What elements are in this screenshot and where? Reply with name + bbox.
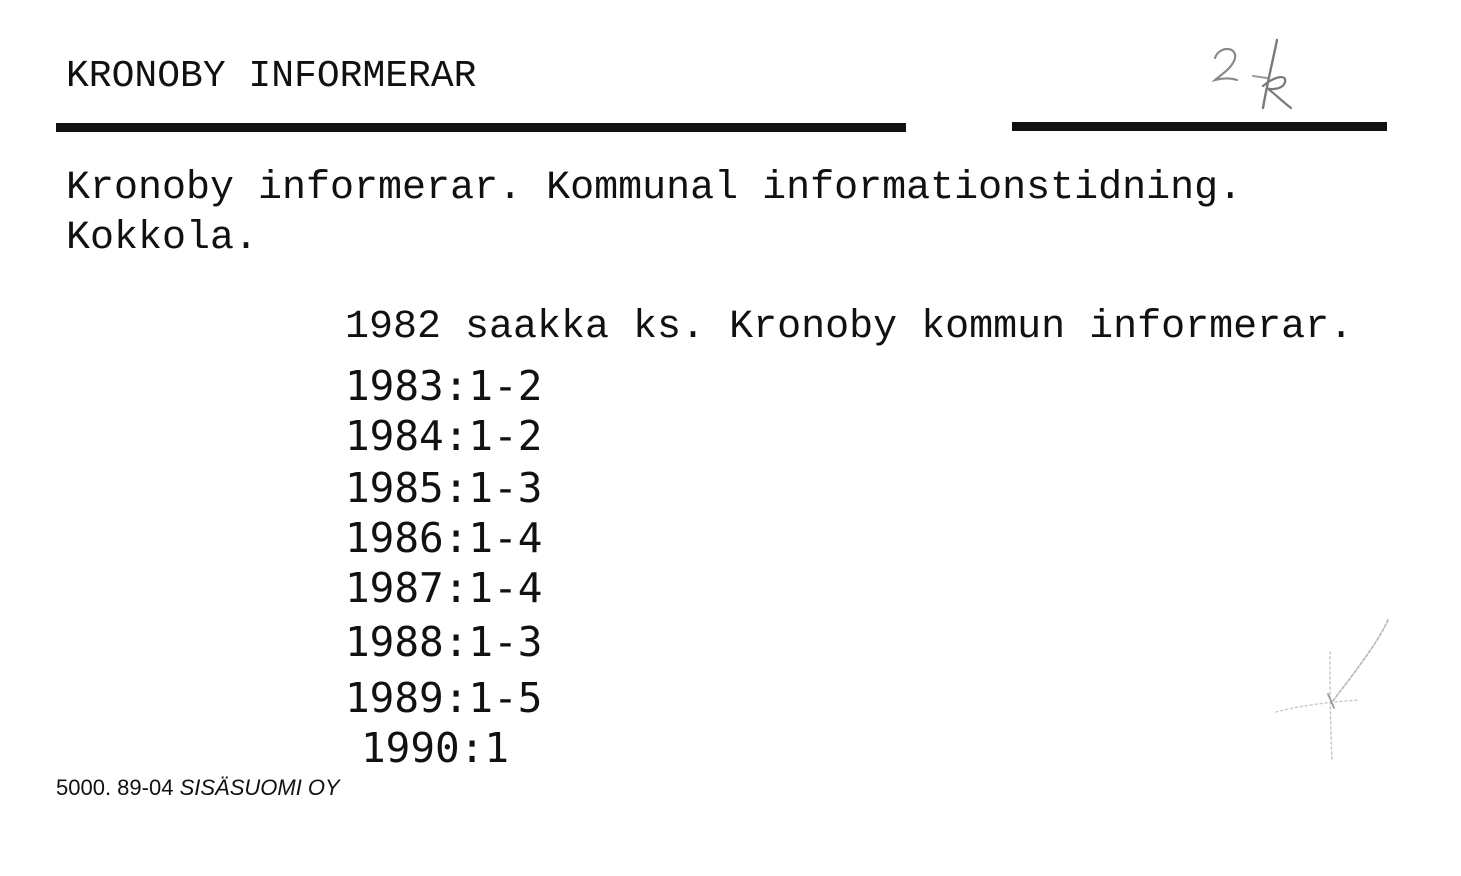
description-line-2: Kokkola. xyxy=(66,216,259,261)
description-line-1: Kronoby informerar. Kommunal informationstidning. xyxy=(66,166,1243,211)
heading-rule-left xyxy=(56,123,906,132)
card-heading: KRONOBY INFORMERAR xyxy=(66,55,477,98)
print-code: 5000. 89-04 xyxy=(56,775,174,800)
holdings-year-1986: 1986:1-4 xyxy=(345,514,543,562)
handwritten-shelf-code xyxy=(1205,36,1305,116)
holdings-note: 1982 saakka ks. Kronoby kommun informerar. xyxy=(345,305,1354,350)
holdings-year-1987: 1987:1-4 xyxy=(345,564,543,612)
holdings-year-1983: 1983:1-2 xyxy=(345,362,543,410)
heading-rule-right xyxy=(1012,122,1387,131)
holdings-year-1985: 1985:1-3 xyxy=(345,464,543,512)
holdings-year-1984: 1984:1-2 xyxy=(345,412,543,460)
printer-imprint xyxy=(56,777,340,799)
holdings-year-1988: 1988:1-3 xyxy=(345,618,543,666)
holdings-year-1990: 1990:1 xyxy=(361,724,510,772)
printer-name: SISÄSUOMI OY xyxy=(179,775,340,800)
card-description xyxy=(66,164,1242,264)
pencil-check-mark xyxy=(1268,612,1398,762)
holdings-year-1989: 1989:1-5 xyxy=(345,674,543,722)
